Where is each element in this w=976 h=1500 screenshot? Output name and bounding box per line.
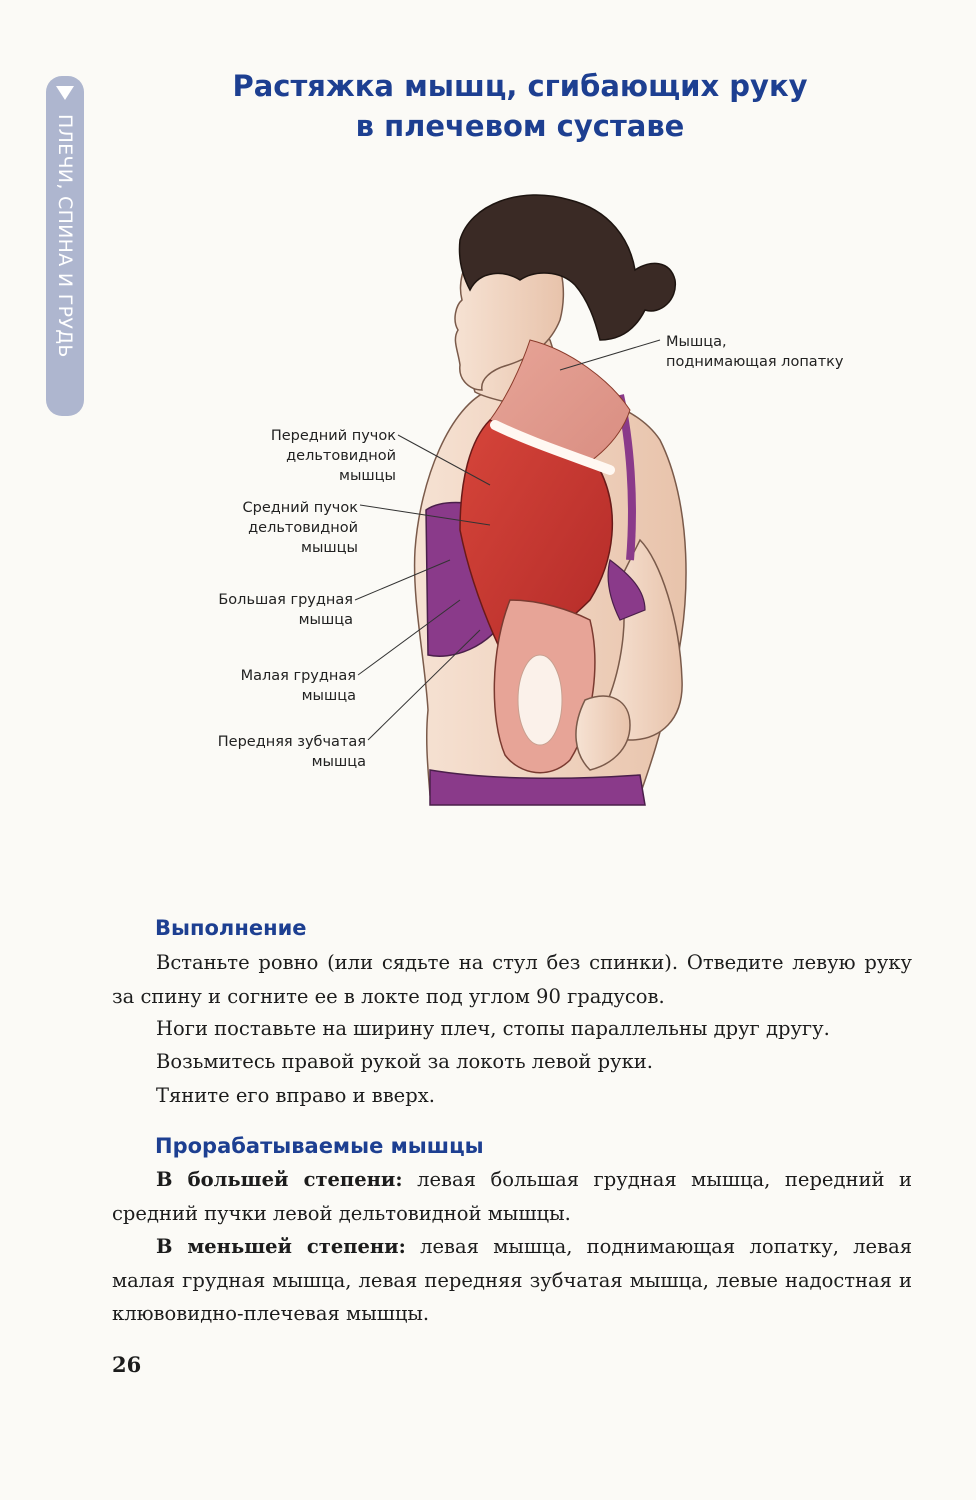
label-pectoralis-minor: Малая грудная мышца [240,668,356,704]
execution-paragraph-2: Ноги поставьте на ширину плеч, стопы параллельны друг другу. [156,1017,830,1040]
label-anterior-deltoid: Передний пучок дельтовидной мышцы [270,428,396,484]
title-line-1: Растяжка мышц, сгибающих руку [232,69,808,103]
label-serratus-anterior: Передняя зубчатая мышца [217,734,366,770]
muscles-secondary-paragraph [112,1230,912,1331]
elbow-tendon [518,655,562,745]
section-side-tab [46,76,84,416]
title-line-2: в плечевом суставе [355,109,685,143]
muscles-primary-label: В большей степени: [156,1168,403,1191]
execution-heading: Выполнение [155,916,307,940]
leader-line-levator [560,340,660,370]
label-pectoralis-major: Большая грудная мышца [218,592,353,628]
page-title [120,66,920,146]
muscles-primary-text: левая большая грудная мышца, передний и средний пучки левой дельтовидной мышцы. [112,1168,912,1225]
execution-paragraph-3: Возьмитесь правой рукой за локоть левой руки. [156,1050,653,1073]
muscles-primary-paragraph [112,1163,912,1230]
muscles-secondary-text: левая мышца, поднимающая лопатку, левая малая грудная мышца, левая передняя зубчатая мышца, левые надостная и клювовидно-плечевая мышцы. [112,1235,912,1325]
label-middle-deltoid: Средний пучок дельтовидной мышцы [242,500,358,556]
triangle-marker-icon [56,86,74,100]
page-number: 26 [112,1352,142,1377]
section-tab-label: ПЛЕЧИ, СПИНА И ГРУДЬ [54,114,76,358]
muscles-heading: Прорабатываемые мышцы [155,1134,484,1158]
label-levator-scapulae: Мышца, поднимающая лопатку [666,334,844,370]
execution-paragraph-4: Тяните его вправо и вверх. [156,1084,435,1107]
anatomy-illustration [190,180,890,820]
muscles-secondary-label: В меньшей степени: [156,1235,406,1258]
execution-paragraph-1: Встаньте ровно (или сядьте на стул без спинки). Отведите левую руку за спину и согните ее в локте под углом 90 градусов. [112,951,912,1008]
